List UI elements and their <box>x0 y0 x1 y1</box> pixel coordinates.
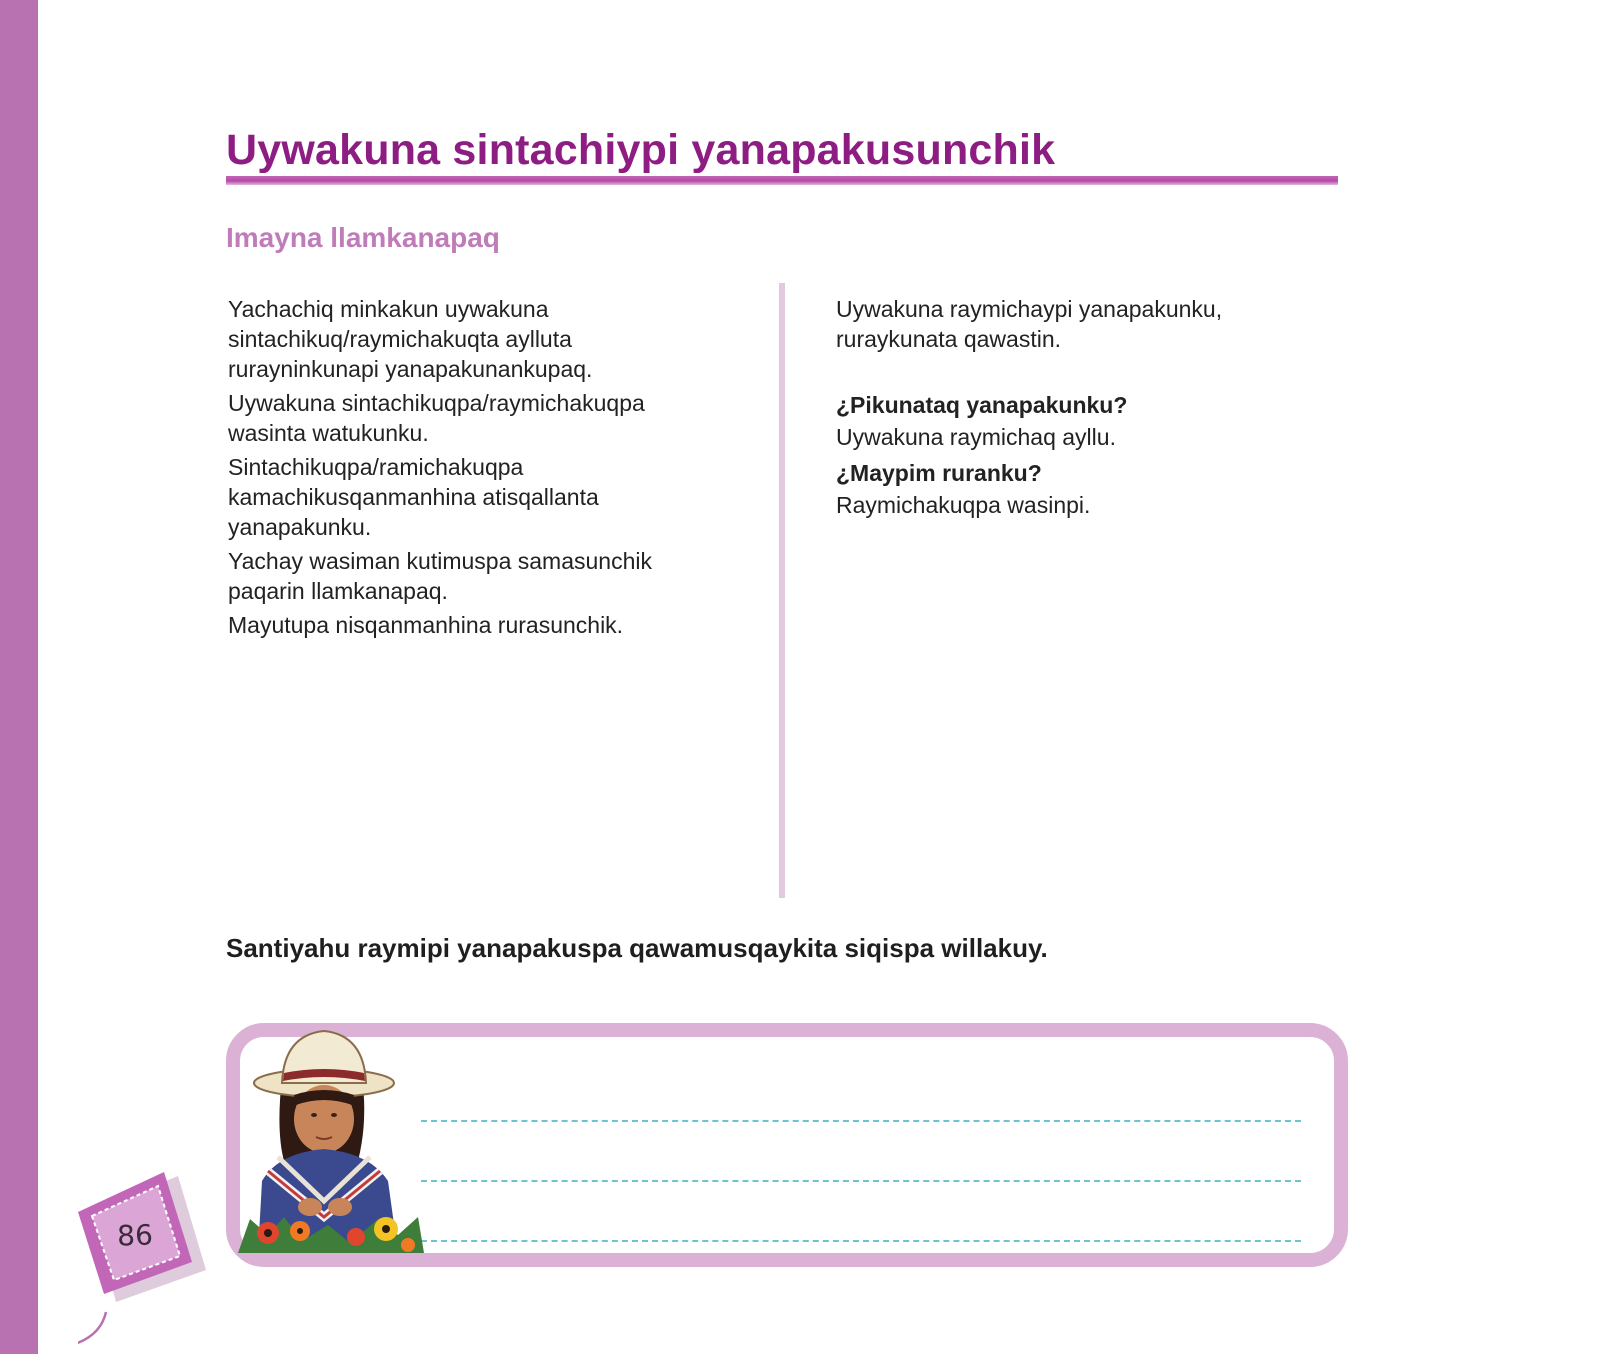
answer-where: Raymichakuqpa wasinpi. <box>836 492 1091 518</box>
page-title: Uywakuna sintachiypi yanapakusunchik <box>226 126 1056 174</box>
right-column <box>836 294 1306 524</box>
left-margin-bar <box>0 0 38 1354</box>
question-who: ¿Pikunataq yanapakunku? <box>836 392 1128 418</box>
column-divider <box>779 283 785 898</box>
page-number: 86 <box>116 1218 154 1253</box>
left-column <box>228 294 728 644</box>
answer-who: Uywakuna raymichaq ayllu. <box>836 424 1116 450</box>
step-4: Yachay wasiman kutimuspa samasunchik paqarin llamkanapaq. <box>228 548 652 604</box>
writing-line-1[interactable] <box>421 1120 1301 1122</box>
step-1: Yachachiq minkakun uywakuna sintachikuq/raymichakuqta aylluta rurayninkunapi yanapakunankupaq. <box>228 296 593 382</box>
section-subtitle: Imayna llamkanapaq <box>226 222 500 253</box>
step-5: Mayutupa nisqanmanhina rurasunchik. <box>228 612 624 638</box>
right-intro: Uywakuna raymichaypi yanapakunku, ruraykunata qawastin. <box>836 296 1223 352</box>
writing-line-3[interactable] <box>421 1240 1301 1242</box>
question-where: ¿Maypim ruranku? <box>836 460 1042 486</box>
kite-badge-icon <box>78 1172 278 1372</box>
title-underline <box>226 176 1338 185</box>
step-3: Sintachikuqpa/ramichakuqpa kamachikusqanmanhina atisqallanta yanapakunku. <box>228 454 599 540</box>
writing-line-2[interactable] <box>421 1180 1301 1182</box>
step-2: Uywakuna sintachikuqpa/raymichakuqpa wasinta watukunku. <box>228 390 645 446</box>
activity-instruction: Santiyahu raymipi yanapakuspa qawamusqaykita siqispa willakuy. <box>226 933 1048 963</box>
